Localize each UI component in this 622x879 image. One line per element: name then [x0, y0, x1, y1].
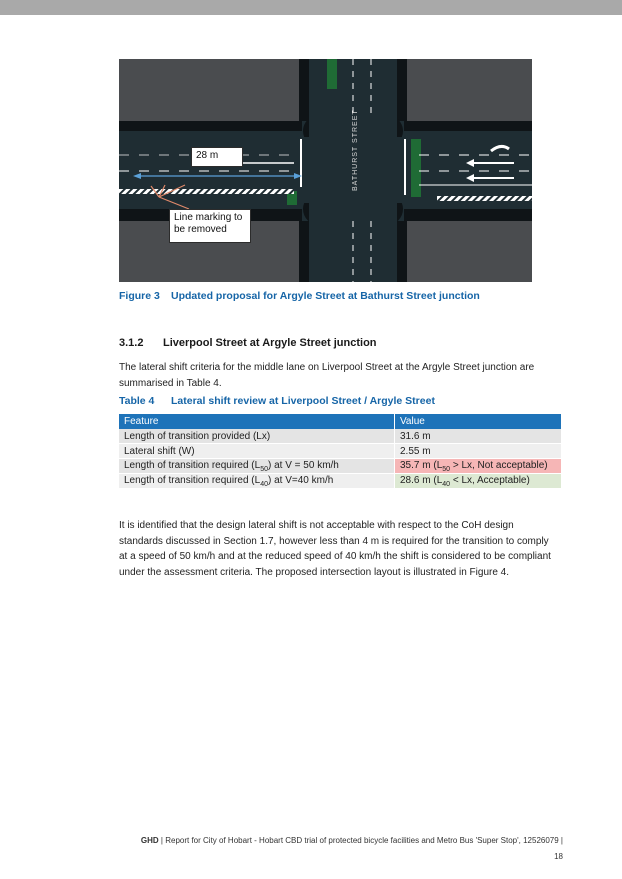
- table-cell-feature: Length of transition required $(L_{50})$ at V = 50 km/h: [119, 459, 395, 474]
- table-caption: [119, 395, 435, 407]
- table-header-value: Value: [395, 414, 562, 429]
- building-block-nw: [119, 59, 299, 121]
- table-header-row: [119, 414, 562, 429]
- figure-caption: [119, 290, 480, 302]
- lateral-shift-table: [119, 414, 562, 489]
- section-intro-paragraph: The lateral shift criteria for the middle lane on Liverpool Street at the Argyle Street junction are summarised in Table 4.: [119, 362, 535, 389]
- table-row: [119, 444, 562, 459]
- section-title: Liverpool Street at Argyle Street junction: [163, 337, 377, 349]
- intersection-plan-figure: [119, 59, 532, 282]
- table-caption-number: Table 4: [119, 395, 155, 407]
- table-cell-value-acceptable: 28.6 m ($L_{40} < Lx$, Acceptable): [395, 474, 562, 489]
- figure-caption-text: Updated proposal for Argyle Street at Bathurst Street junction: [171, 290, 480, 302]
- figure-caption-number: Figure 3: [119, 290, 160, 302]
- table-cell-value: 31.6 m: [395, 429, 562, 444]
- table-caption-text: Lateral shift review at Liverpool Street / Argyle Street: [171, 395, 435, 407]
- line-marking-callout: Line marking to be removed: [169, 209, 251, 243]
- table-cell-value-not-acceptable: 35.7 m ($L_{50} > Lx$, Not acceptable): [395, 459, 562, 474]
- table-cell-feature: Lateral shift (W): [119, 444, 395, 459]
- page-top-bar: [0, 0, 622, 15]
- table-row: [119, 429, 562, 444]
- bike-lane-east: [411, 139, 421, 197]
- page-footer: [0, 836, 563, 845]
- table-cell-value: 2.55 m: [395, 444, 562, 459]
- section-heading: [119, 337, 377, 349]
- table-header-feature: Feature: [119, 414, 395, 429]
- footer-brand: GHD: [140, 836, 159, 845]
- intersection-drawing: [119, 59, 532, 282]
- table-row: [119, 459, 562, 474]
- bike-lane-north: [327, 59, 337, 89]
- table-row: [119, 474, 562, 489]
- building-block-ne: [407, 59, 532, 121]
- footer-text: | Report for City of Hobart - Hobart CBD trial of protected bicycle facilities and Metro Bus 'Super Stop', 12526079 |: [158, 836, 563, 845]
- building-block-se: [407, 221, 532, 282]
- page-number: 18: [554, 852, 563, 861]
- dimension-callout: 28 m: [191, 147, 243, 167]
- table-cell-feature: Length of transition required $(L_{40})$ at V=40 km/h: [119, 474, 395, 489]
- section-number: 3.1.2: [119, 337, 144, 349]
- table-cell-feature: Length of transition provided (Lx): [119, 429, 395, 444]
- street-label: BATHURST STREET: [352, 109, 359, 191]
- conclusion-paragraph: It is identified that the design lateral shift is not acceptable with respect to the CoH design standards discussed in Section 1.7, however less than 4 m is required for the transition to comply at a speed of 50 km/h and at the reduced speed of 40 km/h the shift is considered to be compliant under the assessment criteria. The proposed intersection layout is illustrated in Figure 4.: [119, 520, 551, 578]
